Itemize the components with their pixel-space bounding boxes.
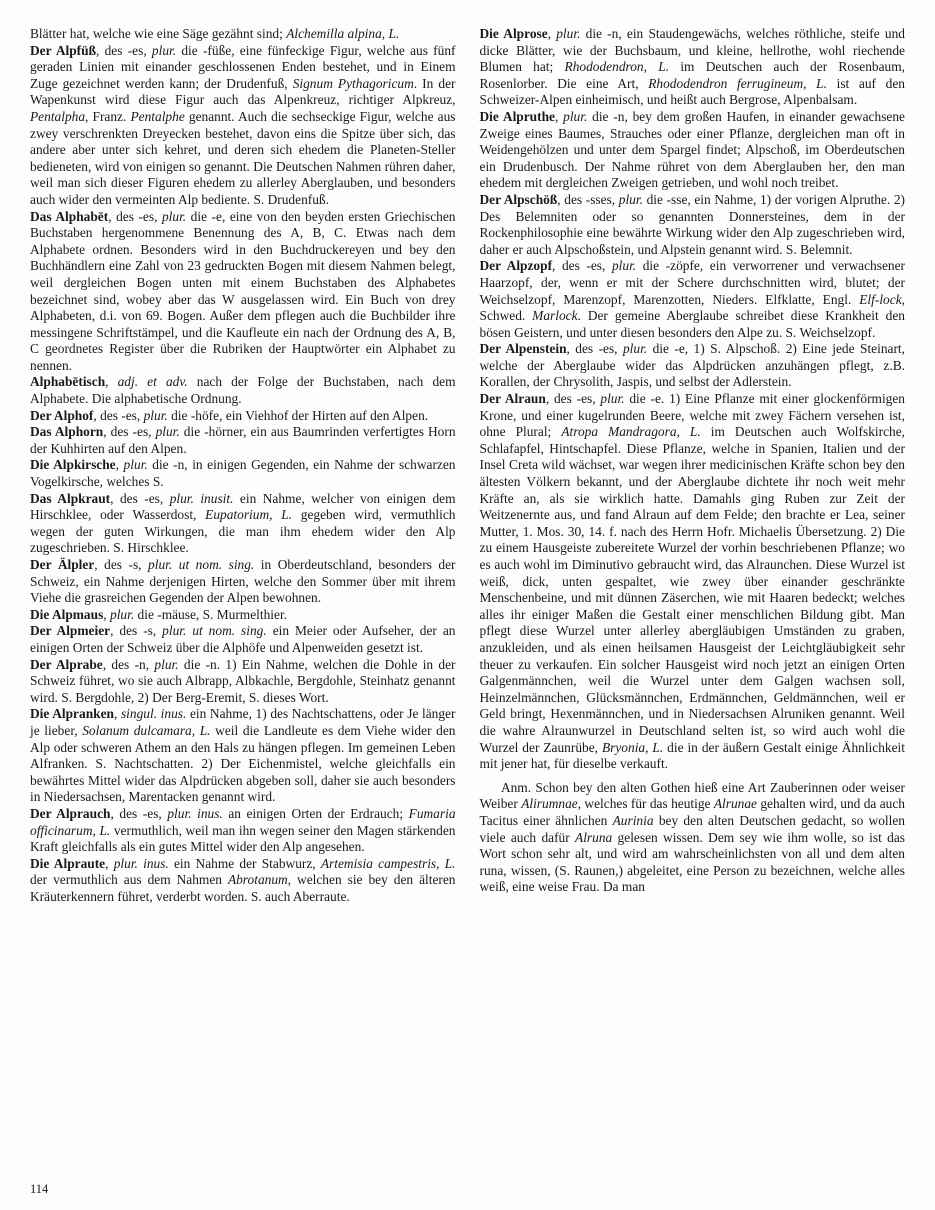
entry-text: , des -es, [545,391,601,407]
entry-headword: Alphabētisch [30,374,106,390]
italic-term: plur. [622,341,648,357]
entry-text: ein Nahme der Stabwurz, [168,855,321,871]
page-number: 114 [30,1182,49,1196]
dictionary-entry [30,623,456,656]
italic-term: plur. [143,407,168,423]
entry-text: die -n, in einigen Gegenden, ein Nahme der schwarzen Vogelkirsche, welches S. [30,457,456,490]
italic-term: plur. [110,606,135,622]
entry-text: die in der äußern Gestalt einige Ähnlichkeit mit jener hat, für dieselbe verkauft. [479,739,905,772]
entry-headword: Die Alpraute [30,855,106,871]
italic-term: plur. [611,258,637,274]
dictionary-entry [30,806,456,856]
entry-text: , welchen sie bey den älteren Kräuterkennern führet, verderbt worden. S. auch Aberraute. [30,872,456,904]
entry-headword: Der Alphof [30,407,94,423]
entry-text: , [554,108,564,124]
dictionary-entry [30,491,456,557]
italic-term: plur. inusit. [169,490,234,506]
italic-term: singul. inus. [120,706,187,722]
entry-text: im Deutschen auch Wolfskirche, Schlafapfel, Hintschapfel. Diese Pflanze, welche in Spanien, Italien und der Insel Creta wild wächset, war wegen ihrer medicinischen Kräfte schon bey den ältesten Völkern bekannt, und der Aberglaube dichtete ihr noch weit mehr Kräfte an, als sie wirklich hatte. Damahls ging Ruben zur Zeit der Weitzenernte aus, und fand Alraun auf dem Felde; den brachte er Lea, seiner Mutter, 1. Mos. 30, 14. f. nach des Herrn Hofr. Michaelis Übersetzung. 2) Die zu einem Hausgeiste zubereitete Wurzel der vorhin beschriebenen Pflanze; wo es auch wohl im Diminutivo gebraucht wird, das Alraunchen. Diese Wurzel ist weiß, dick, unten gespaltet, wie zwey über einander geschränkte Menschenbeine, und mit dünnen Zäserchen, wie mit Haaren bedeckt; welches alles ihr einiger Maßen die Gestalt einer menschlichen Bildung gibt. Man pflegt diese Wurzel unter allerley abergläubigen Umständen zu graben, anzukleiden, und als einen heilsamen Hausgeist der Leichtgläubigkeit sehr theuer zu verkaufen. Ein solcher Hausgeist wird noch jetzt an einigen Orten Galgenmännchen, weil die Wurzel unter dem Galgen wachsen soll, Heinzelmännchen, Glücksmännchen, Erdmännchen, Geldmännchen, weil er Geld bringt, Hexenmännchen, und in Niedersachsen Alruniken genannt. Weil die wahre Alraunwurzel in Deutschland selten ist, so wird auch wohl die Wurzel der Zaunrübe, [479,424,906,755]
entry-text: die -sse, ein Nahme, 1) der vorigen Alpruthe. 2) Des Belemniten oder so genannten Donnersteines, dem in der Rockenphilosophie eine bewährte Wirkung wider den Alp zugeschrieben wird, daher er auch Alpschoßstein, und Alpstein genannt wird. S. Belemnit. [479,191,906,257]
entry-text: im Deutschen auch der Rosenbaum, Rosenlorber. Die eine Art, [479,59,905,91]
italic-term: Fumaria officinarum, L. [30,805,456,838]
italic-term: Marlock [532,308,578,324]
entry-text: die -e, eine von den beyden ersten Griechischen Buchstaben hergenommene Benennung des A, B, C. Etwas nach dem Alphabete ordnen. Besonders wird in den Buchdruckereyen und bey den Buchhändlern eine Zahl von 23 gedruckten Bogen mit diesem Nahmen belegt, weil dergleichen Bogen unten mit einem Buchstaben des Alphabetes bezeichnet sind, wobey aber das W ausgelassen wird. Ein Buch von drey Alphabeten, d.i. von 69. Bogen. Außer dem pflegen auch die Buchbilder ihre messingene Schriftstämpel, und die Kaufleute ein nach der Ordnung des A, B, C geordnetes Register über die Rubriken der Hauptwörter ein Alphabet zu nennen. [30,208,456,373]
italic-term: plur. [154,656,179,672]
entry-text: Blätter hat, welche wie eine Säge gezähnt sind; [30,26,287,41]
dictionary-entry [30,457,456,490]
dictionary-entry [480,391,906,773]
entry-text: nach der Folge der Buchstaben, nach dem Alphabete. Die alphabetische Ordnung. [30,374,456,407]
dictionary-entry [480,109,906,192]
entry-text: , des -es, [552,258,612,274]
entry-text: , des -es, [96,42,152,58]
entry-text: ein Nahme, welcher von einigen dem Hirschklee, oder Wasserdost, [30,490,456,523]
italic-term: Rhododendron ferrugineum, L. [648,75,827,91]
italic-term: plur. inus. [113,855,169,871]
dictionary-entry [480,341,906,391]
italic-term: Pentalphe [130,108,185,124]
italic-term: Artemisia campestris, L. [320,855,456,871]
italic-term: Eupatorium, L. [205,507,293,523]
entry-text: , [113,706,121,722]
dictionary-entry [480,26,906,109]
entry-headword: Der Älpler [30,557,95,572]
entry-text: in Oberdeutschland, besonders der Schweiz, ein Nahme derjenigen Hirten, welche den Sommer über mit ihrem Viehe die grasreichen Gegenden der Alpen bewohnen. [30,557,456,606]
entry-text: vermuthlich, weil man ihn wegen seiner den Magen stärkenden Kraft gleichfalls als ein gutes Mittel wider den Alp angesehen. [30,822,456,855]
entry-text: , des -es, [110,805,168,821]
entry-headword: Die Alpkirsche [30,457,116,473]
italic-term: adj. et adv. [117,374,188,390]
italic-term: Alchemilla alpina, L. [286,26,400,41]
entry-text: der vermuthlich aus dem Nahmen [30,872,228,888]
entry-text: , des -n, [102,656,155,672]
entry-text: gegeben wird, vermuthlich wegen der guten Wirkungen, die man ihm ehedem wider den Alp zugeschrieben. S. Hirschklee. [30,507,456,556]
entry-text: die -höfe, ein Viehhof der Hirten auf den Alpen. [167,407,429,423]
dictionary-entry [30,557,456,607]
entry-text: die -n, ein Staudengewächs, welches röthliche, steife und dicke Blätter, wie der Buchsbaum, und kleine, hellrothe, wohl riechende Blumen hat; [479,26,905,75]
italic-term: Alrunae [713,796,757,812]
entry-headword: Der Alprauch [30,805,111,821]
entry-text: Anm. Schon bey den alten Gothen hieß eine Art Zauberinnen oder weiser Weiber [479,779,905,812]
entry-text: , [547,26,557,41]
italic-term: Bryonia, L. [601,739,664,755]
entry-text: die -n, bey dem großen Haufen, in einander gewachsene Zweige eines Baumes, Strauches oder einer Pflanze, dergleichen man oft in Weidengehölzen und unter dem Spargel findet; Alpschoß, im Oberdeutschen ein Drudenbusch. Der Nahme rühret von dem Aberglauben her, den man ehedem mit dergleichen Zweigen getrieben, und wohl noch treibet. [479,108,905,191]
entry-text: , [105,855,114,871]
entry-text: . In der Wapenkunst wird diese Figur auch das Alpenkreuz, richtiger Alpkreuz, [30,75,456,108]
entry-text: gelesen wissen. Dem sey wie ihm wolle, so ist das Wort schon sehr alt, und wird am wahrscheinlichsten von all und dem alten runa, wissen, (S. Raunen,) abgeleitet, eine Person zu bezeichnen, welche alles weiß, eine weise Frau. Da man [479,829,905,895]
italic-term: Pentalpha [30,108,86,124]
italic-term: plur. ut nom. sing. [148,557,255,572]
entry-headword: Das Alphorn [30,424,104,440]
entry-text: , des -es, [103,424,156,440]
dictionary-entry [30,209,456,375]
entry-text: an einigen Orten der Erdrauch; [222,805,409,821]
entry-text: , des -s, [110,623,163,639]
dictionary-entry [30,26,456,43]
entry-text: , welches für das heutige [577,796,714,812]
dictionary-entry [30,706,456,806]
entry-text: . Der gemeine Aberglaube schreibet diese Krankheit den bösen Geistern, und unter diesen besonders den Alpe zu. S. Weichselzopf. [479,308,905,340]
dictionary-entry [30,657,456,707]
dictionary-entry [30,374,456,407]
entry-headword: Der Alpenstein [479,341,567,357]
italic-term: Atropa Mandragora, L. [561,424,701,440]
entry-text: bey den alten Deutschen gedacht, so wollen viele auch dafür [479,812,905,845]
entry-text: genannt. Auch die sechseckige Figur, welche aus zwey verschrenkten Dreyecken bestehet, davon eins die Spitze über sich, das andere aber unter sich kehret, und deren sich ehedem die Planeten-Steller bedieneten, wird von einigen so genannt. Die Deutschen Nahmen rühren daher, weil man sich dieser Figuren ehedem zu allerley Aberglauben, und besonders auch wider den vermeinten Alp bediente. S. Drudenfuß. [30,108,456,207]
entry-text: , des -es, [110,490,170,506]
entry-text: die -füße, eine fünfeckige Figur, welche aus fünf geraden Linien mit einander geschlossenen Enden bestehet, und in Einem Zuge gezeichnet werden kann; der Drudenfuß, [30,42,456,91]
entry-text: die -e. 1) Eine Pflanze mit einer glockenförmigen Krone, und einer kugelrunden Beere, welche mit zwey Fächern versehen ist, ohne Plural; [479,391,906,440]
dictionary-entry [480,780,906,896]
entry-text: ist auf den Schweizer-Alpen einheimisch, und heißt auch Bergrose, Alpenbalsam. [479,75,905,108]
dictionary-entry [30,856,456,906]
entry-text: , Schwed. [479,291,905,324]
entry-text: die -mäuse, S. Murmelthier. [134,606,288,622]
entry-text: weil die Landleute es dem Viehe wider den Alp oder schweren Athem an den Hals zu hängen pflegen. Im gemeinen Leben Alfranken. S. Nachtschatten. 2) Der Eichenmistel, welche gleichfalls ein bewährtes Mittel wider das Alpdrücken abgeben soll, daher sie auch besonders in Niedersachsen, Marentacken genannt wird. [30,722,456,805]
entry-text: , des -sses, [557,191,619,207]
entry-text: ein Meier oder Aufseher, der an einigen Orten der Schweiz über die Alphöfe und Alpenweiden gesetzt ist. [30,623,456,655]
italic-term: Aurinia [612,812,654,828]
italic-term: Alruna [575,829,613,845]
italic-term: plur. [618,191,643,207]
italic-term: plur. [155,424,180,440]
italic-term: Solanum dulcamara, L. [82,722,211,738]
entry-text: die -e, 1) S. Alpschoß. 2) Eine jede Steinart, welche der Aberglaube wider das Alpdrücken anzuhängen pflegt, z.B. Korallen, der Chrysolith, Jaspis, und selbst der Adlerstein. [479,341,905,390]
italic-term: plur. [600,391,625,407]
entry-headword: Der Alprabe [30,656,103,672]
italic-term: Alirumnae [521,796,578,812]
dictionary-entry [30,408,456,425]
dictionary-entry [30,607,456,624]
dictionary-entry [30,424,456,457]
italic-term: plur. [556,26,581,41]
entry-headword: Die Alprose [479,26,548,41]
italic-term: plur. [123,457,148,473]
italic-term: Signum Pythagoricum [292,75,414,91]
italic-term: plur. ut nom. sing. [162,623,267,639]
entry-headword: Der Alpmeier [30,623,111,639]
entry-headword: Das Alpkraut [30,490,111,506]
dictionary-entry [480,192,906,258]
entry-headword: Die Alpmaus [30,606,104,622]
entry-text: , des -es, [566,341,623,357]
entry-text: , [103,606,110,622]
text-columns [30,26,905,905]
entry-text: ein Nahme, 1) des Nachtschattens, oder Je länger je lieber, [30,706,456,738]
entry-headword: Der Alraun [479,391,546,407]
italic-term: plur. [161,208,187,224]
entry-text: , Franz. [85,108,131,124]
italic-term: plur. [151,42,177,58]
entry-text: die -zöpfe, ein verworrener und verwachsener Haarzopf, der, wenn er mit der Schere durchschnitten wird, blutet; der Weichselzopf, Marenzopf, Marenzotten, Nieders. Elfklatte, Engl. [479,258,905,307]
dictionary-entry [480,258,906,341]
entry-headword: Der Alpzopf [479,258,553,274]
italic-term: Abrotanum [227,872,288,888]
entry-text: , [105,374,118,390]
entry-text: die -n. 1) Ein Nahme, welchen die Dohle in der Schweiz führet, wo sie auch Albrapp, Albkachle, Bergdohle, Steinhatz genannt wird. S. Bergdohle, 2) Der Berg-Eremit, S. dieses Wort. [30,656,456,705]
entry-text: , [115,457,124,473]
entry-headword: Der Alpschöß [479,191,558,207]
italic-term: Rhododendron, L. [564,59,670,75]
italic-term: Elf-lock [859,291,902,307]
entry-text: die -hörner, ein aus Baumrinden verfertigtes Horn der Kuhhirten auf den Alpen. [30,424,456,456]
entry-text: , des -es, [93,407,144,423]
entry-headword: Der Alpfüß [30,42,97,58]
entry-text: , des -es, [108,208,162,224]
left-column [30,26,456,905]
entry-text: , des -s, [94,557,149,572]
italic-term: plur. [563,108,588,124]
entry-text: gehalten wird, und da auch Tacitus einer ähnlichen [479,796,905,828]
entry-headword: Das Alphabēt [30,208,109,224]
entry-headword: Die Alpruthe [479,108,555,124]
entry-headword: Die Alpranken [30,706,114,722]
right-column [480,26,906,896]
italic-term: plur. inus. [167,805,223,821]
dictionary-entry [30,43,456,209]
